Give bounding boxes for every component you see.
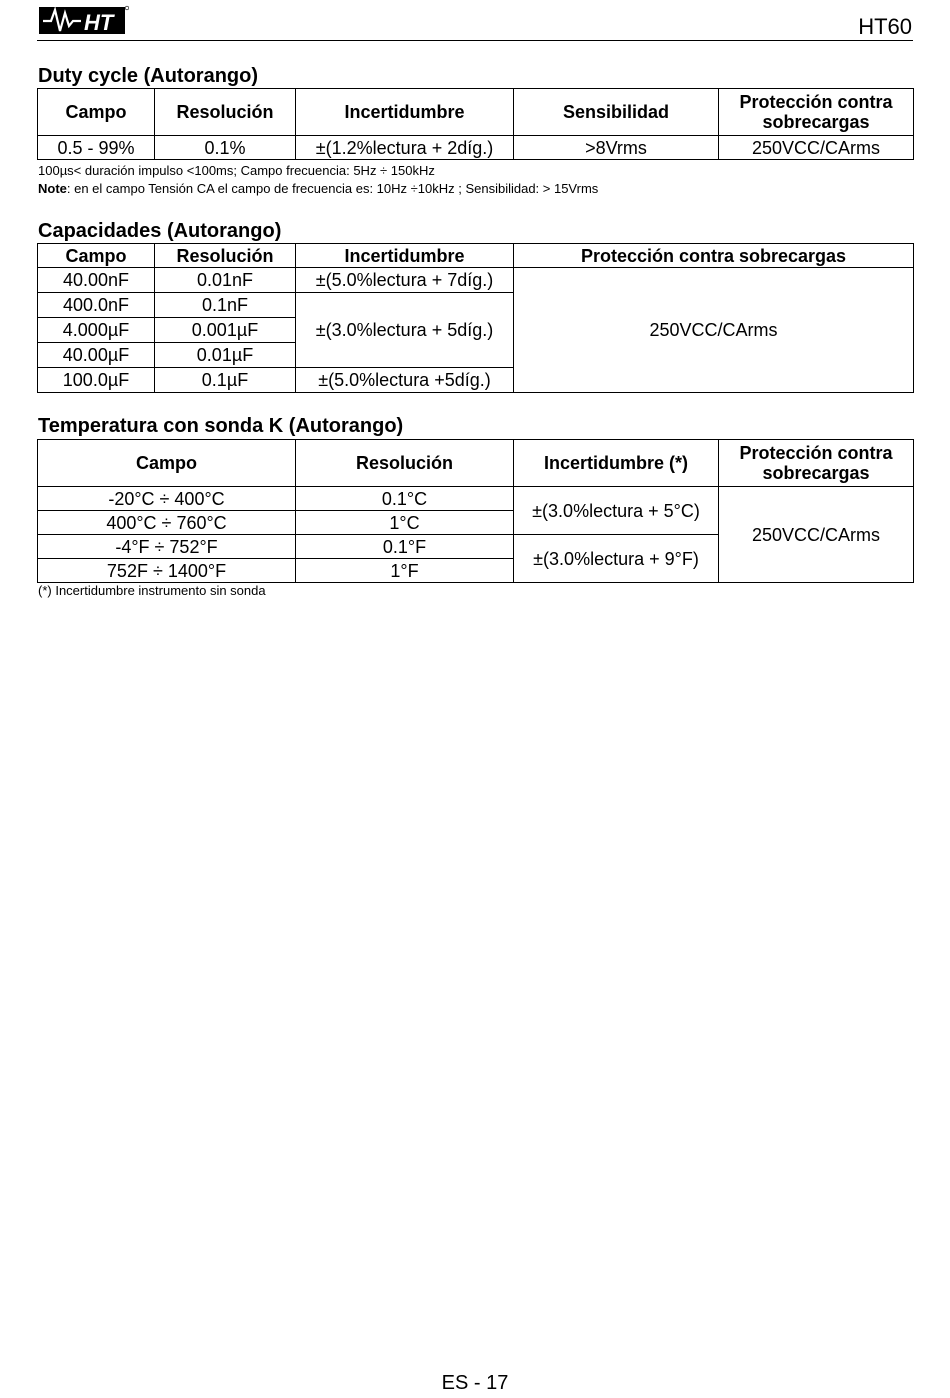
cell-incertidumbre: ±(3.0%lectura + 5díg.)	[296, 293, 514, 368]
cell-resolucion: 0.1%	[155, 136, 296, 160]
duty-note-1: 100µs< duración impulso <100ms; Campo frecuencia: 5Hz ÷ 150kHz	[38, 163, 435, 178]
page-number: ES - 17	[441, 1372, 509, 1394]
temperatura-table	[37, 439, 914, 583]
header-campo: Campo	[38, 440, 296, 487]
cell-proteccion: 250VCC/CArms	[719, 136, 914, 160]
ht-logo	[39, 4, 129, 36]
cell-resolucion: 0.001µF	[155, 318, 296, 343]
table-header-row	[38, 440, 914, 487]
table-row	[38, 268, 914, 293]
svg-text:HT: HT	[84, 10, 114, 35]
header-incertidumbre: Incertidumbre	[296, 244, 514, 268]
header-sensibilidad: Sensibilidad	[514, 89, 719, 136]
cell-sensibilidad: >8Vrms	[514, 136, 719, 160]
cell-campo: 752F ÷ 1400°F	[38, 559, 296, 583]
cell-incertidumbre: ±(5.0%lectura +5díg.)	[296, 368, 514, 393]
cell-resolucion: 0.01µF	[155, 343, 296, 368]
note-text: : en el campo Tensión CA el campo de frecuencia es: 10Hz ÷10kHz ; Sensibilidad: > 15Vrms	[66, 181, 599, 196]
duty-cycle-title: Duty cycle (Autorango)	[38, 65, 259, 87]
header-incertidumbre: Incertidumbre	[296, 89, 514, 136]
duty-note-2	[38, 181, 598, 196]
header-resolucion: Resolución	[155, 244, 296, 268]
table-header-row	[38, 89, 914, 136]
header-proteccion: Protección contra sobrecargas	[514, 244, 914, 268]
temperatura-title: Temperatura con sonda K (Autorango)	[38, 415, 404, 437]
cell-incertidumbre: ±(3.0%lectura + 5°C)	[514, 487, 719, 535]
temperatura-note: (*) Incertidumbre instrumento sin sonda	[38, 583, 266, 598]
capacidades-title: Capacidades (Autorango)	[38, 220, 282, 242]
cell-proteccion: 250VCC/CArms	[719, 487, 914, 583]
cell-campo: 40.00nF	[38, 268, 155, 293]
cell-resolucion: 1°C	[296, 511, 514, 535]
duty-cycle-table	[37, 88, 914, 160]
cell-resolucion: 0.1°F	[296, 535, 514, 559]
header-campo: Campo	[38, 244, 155, 268]
cell-campo: 100.0µF	[38, 368, 155, 393]
cell-campo: -4°F ÷ 752°F	[38, 535, 296, 559]
capacidades-table	[37, 243, 914, 393]
table-row	[38, 487, 914, 511]
cell-incertidumbre: ±(5.0%lectura + 7díg.)	[296, 268, 514, 293]
cell-resolucion: 0.1°C	[296, 487, 514, 511]
cell-campo: -20°C ÷ 400°C	[38, 487, 296, 511]
cell-campo: 4.000µF	[38, 318, 155, 343]
header-incertidumbre: Incertidumbre (*)	[514, 440, 719, 487]
header-divider	[37, 40, 913, 41]
cell-proteccion: 250VCC/CArms	[514, 268, 914, 393]
cell-incertidumbre: ±(1.2%lectura + 2díg.)	[296, 136, 514, 160]
header-campo: Campo	[38, 89, 155, 136]
cell-campo: 400.0nF	[38, 293, 155, 318]
cell-resolucion: 0.01nF	[155, 268, 296, 293]
header-proteccion: Protección contra sobrecargas	[719, 440, 914, 487]
header-proteccion: Protección contra sobrecargas	[719, 89, 914, 136]
model-name: HT60	[858, 14, 912, 39]
cell-resolucion: 0.1µF	[155, 368, 296, 393]
note-label: Note	[38, 181, 67, 196]
cell-resolucion: 0.1nF	[155, 293, 296, 318]
cell-campo: 40.00µF	[38, 343, 155, 368]
header-resolucion: Resolución	[296, 440, 514, 487]
table-header-row	[38, 244, 914, 268]
cell-resolucion: 1°F	[296, 559, 514, 583]
table-row	[38, 136, 914, 160]
header-resolucion: Resolución	[155, 89, 296, 136]
cell-campo: 400°C ÷ 760°C	[38, 511, 296, 535]
cell-incertidumbre: ±(3.0%lectura + 9°F)	[514, 535, 719, 583]
cell-campo: 0.5 - 99%	[38, 136, 155, 160]
